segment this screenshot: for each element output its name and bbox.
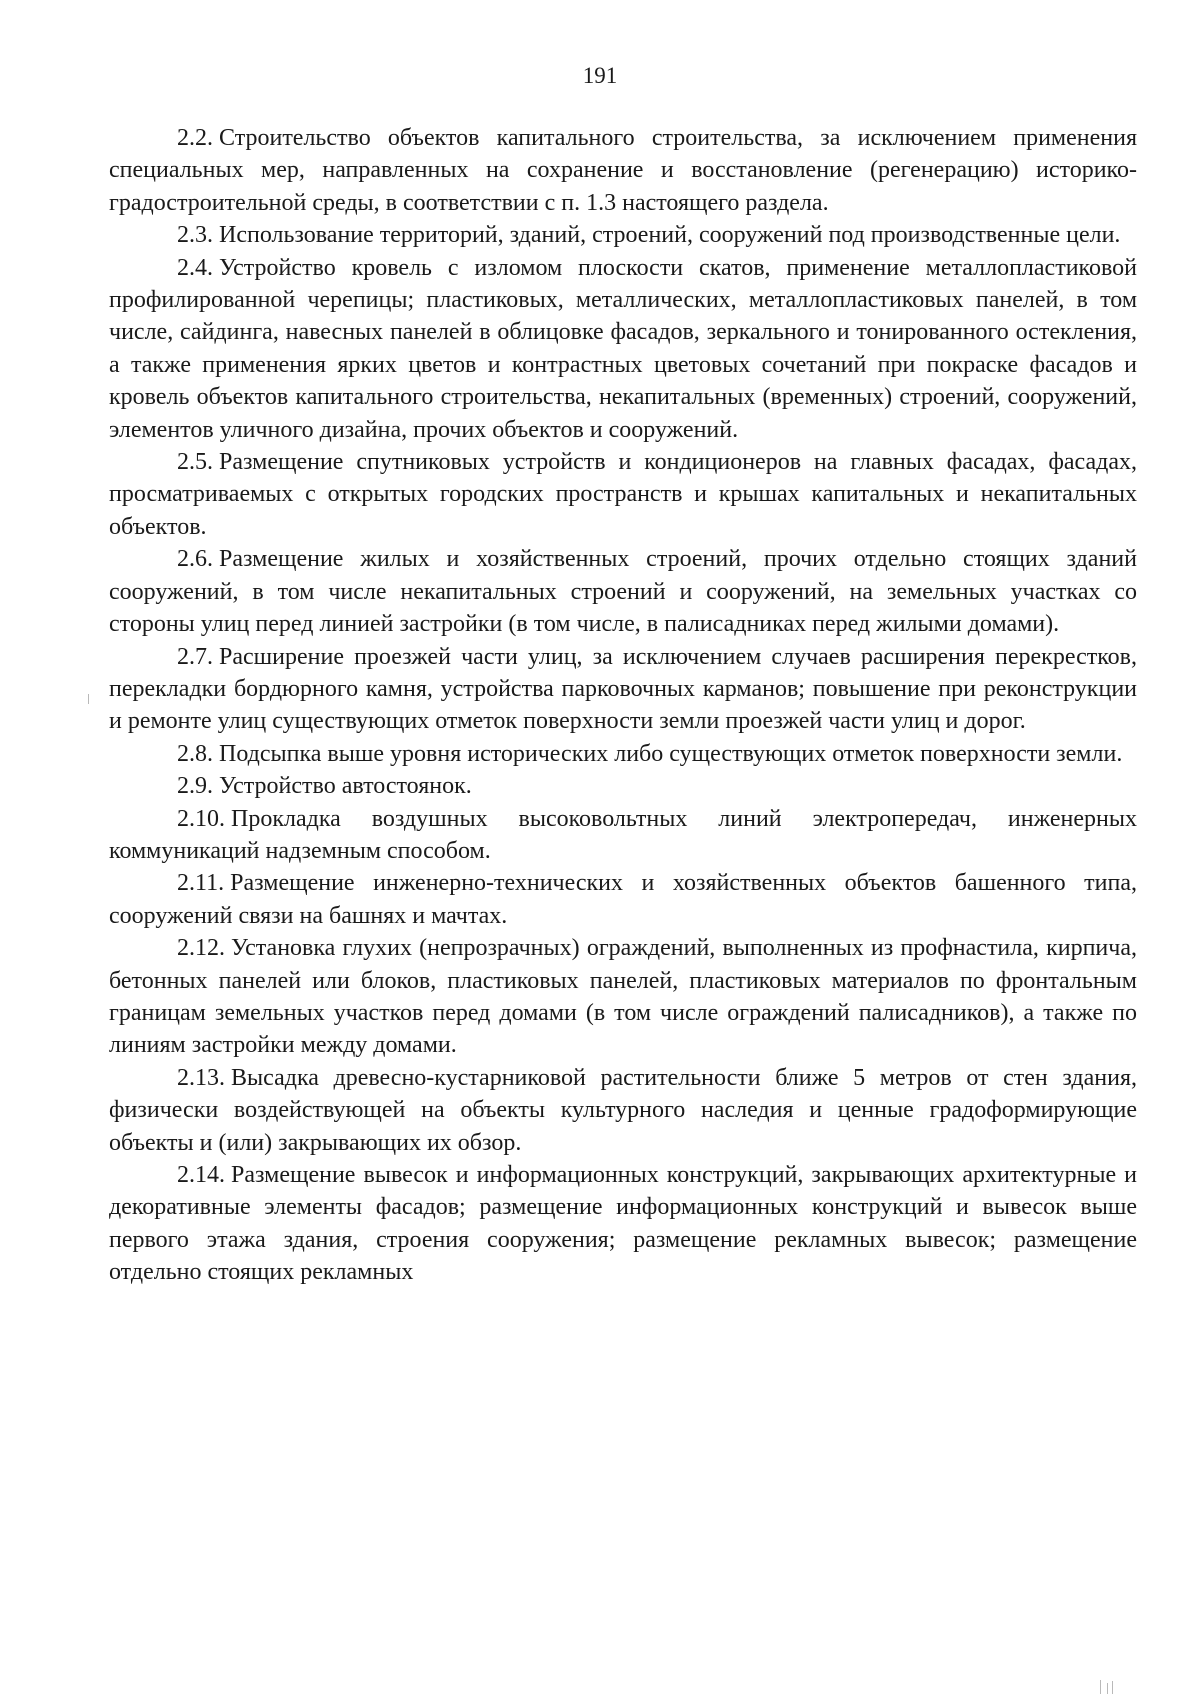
list-item — [109, 122, 1137, 219]
item-text: Устройство автостоянок. — [219, 773, 472, 800]
item-number: 2.6. — [177, 546, 213, 573]
list-item — [109, 770, 1137, 802]
list-item — [109, 867, 1137, 932]
item-text: Прокладка воздушных высоковольтных линий электропередач, инженерных коммуникаций надземным способом. — [109, 805, 1137, 864]
item-number: 2.14. — [177, 1162, 225, 1188]
scan-mark — [88, 694, 89, 704]
list-item — [109, 219, 1137, 251]
item-text: Размещение спутниковых устройств и кондиционеров на главных фасадах, фасадах, просматриваемых с открытых городских пространств и крышах капитальных и некапитальных объектов. — [109, 449, 1137, 540]
list-item — [109, 543, 1137, 640]
scan-mark — [1112, 1681, 1113, 1694]
scan-mark — [1107, 1683, 1108, 1694]
item-number: 2.2. — [177, 125, 213, 151]
item-text: Размещение жилых и хозяйственных строений, прочих отдельно стоящих зданий сооружений, в том числе некапитальных строений и сооружений, на земельных участках со стороны улиц перед линией застройки (в том числе, в палисадниках перед жилыми домами). — [109, 546, 1137, 638]
list-item — [109, 641, 1137, 738]
item-text: Подсыпка выше уровня исторических либо существующих отметок поверхности земли. — [219, 740, 1123, 767]
item-number: 2.5. — [177, 449, 213, 476]
list-item — [109, 446, 1137, 543]
item-text: Размещение инженерно-технических и хозяйственных объектов башенного типа, сооружений связи на башнях и мачтах. — [109, 870, 1137, 929]
item-number: 2.3. — [177, 222, 213, 249]
item-number: 2.11. — [177, 870, 225, 897]
item-text: Строительство объектов капитального строительства, за исключением применения специальных мер, направленных на сохранение и восстановление (регенерацию) историко-градостроительной среды, в соответствии с п. 1.3 настоящего раздела. — [109, 125, 1137, 216]
list-item — [109, 252, 1137, 446]
item-number: 2.7. — [177, 643, 213, 670]
page-number: 191 — [582, 63, 618, 88]
item-number: 2.10. — [177, 805, 225, 832]
item-number: 2.13. — [177, 1064, 225, 1091]
item-text: Высадка древесно-кустарниковой растительности ближе 5 метров от стен здания, физически воздействующей на объекты культурного наследия и ценные градоформирующие объекты и (или) закрывающих их обзор. — [109, 1064, 1137, 1156]
list-item — [109, 803, 1137, 868]
document-body — [109, 122, 1137, 1289]
item-number: 2.4. — [177, 254, 213, 281]
item-text: Расширение проезжей части улиц, за исключением случаев расширения перекрестков, перекладки бордюрного камня, устройства парковочных карманов; повышение при реконструкции и ремонте улиц существующих отметок поверхности земли проезжей части улиц и дорог. — [109, 643, 1137, 735]
item-text: Установка глухих (непрозрачных) ограждений, выполненных из профнастила, кирпича, бетонных панелей или блоков, пластиковых панелей, пластиковых материалов по фронтальным границам земельных участков перед домами (в том числе ограждений палисадников), а также по линиям застройки между домами. — [109, 935, 1137, 1059]
list-item — [109, 1062, 1137, 1159]
scan-mark — [1100, 1680, 1101, 1694]
item-number: 2.8. — [177, 740, 213, 767]
item-text: Размещение вывесок и информационных конструкций, закрывающих архитектурные и декоративные элементы фасадов; размещение информационных конструкций и вывесок выше первого этажа здания, строения сооружения; размещение рекламных вывесок; размещение отдельно стоящих рекламных — [109, 1162, 1137, 1286]
list-item — [109, 738, 1137, 770]
item-number: 2.9. — [177, 773, 213, 800]
item-number: 2.12. — [177, 935, 225, 962]
item-text: Устройство кровель с изломом плоскости скатов, применение металлопластиковой профилированной черепицы; пластиковых, металлических, металлопластиковых панелей, в том числе, сайдинга, навесных панелей в облицовке фасадов, зеркального и тонированного остекления, а также применения ярких цветов и контрастных цветовых сочетаний при покраске фасадов и кровель объектов капитального строительства, некапитальных (временных) строений, сооружений, элементов уличного дизайна, прочих объектов и сооружений. — [109, 254, 1137, 443]
list-item — [109, 932, 1137, 1062]
item-text: Использование территорий, зданий, строений, сооружений под производственные цели. — [219, 222, 1121, 249]
list-item — [109, 1159, 1137, 1289]
